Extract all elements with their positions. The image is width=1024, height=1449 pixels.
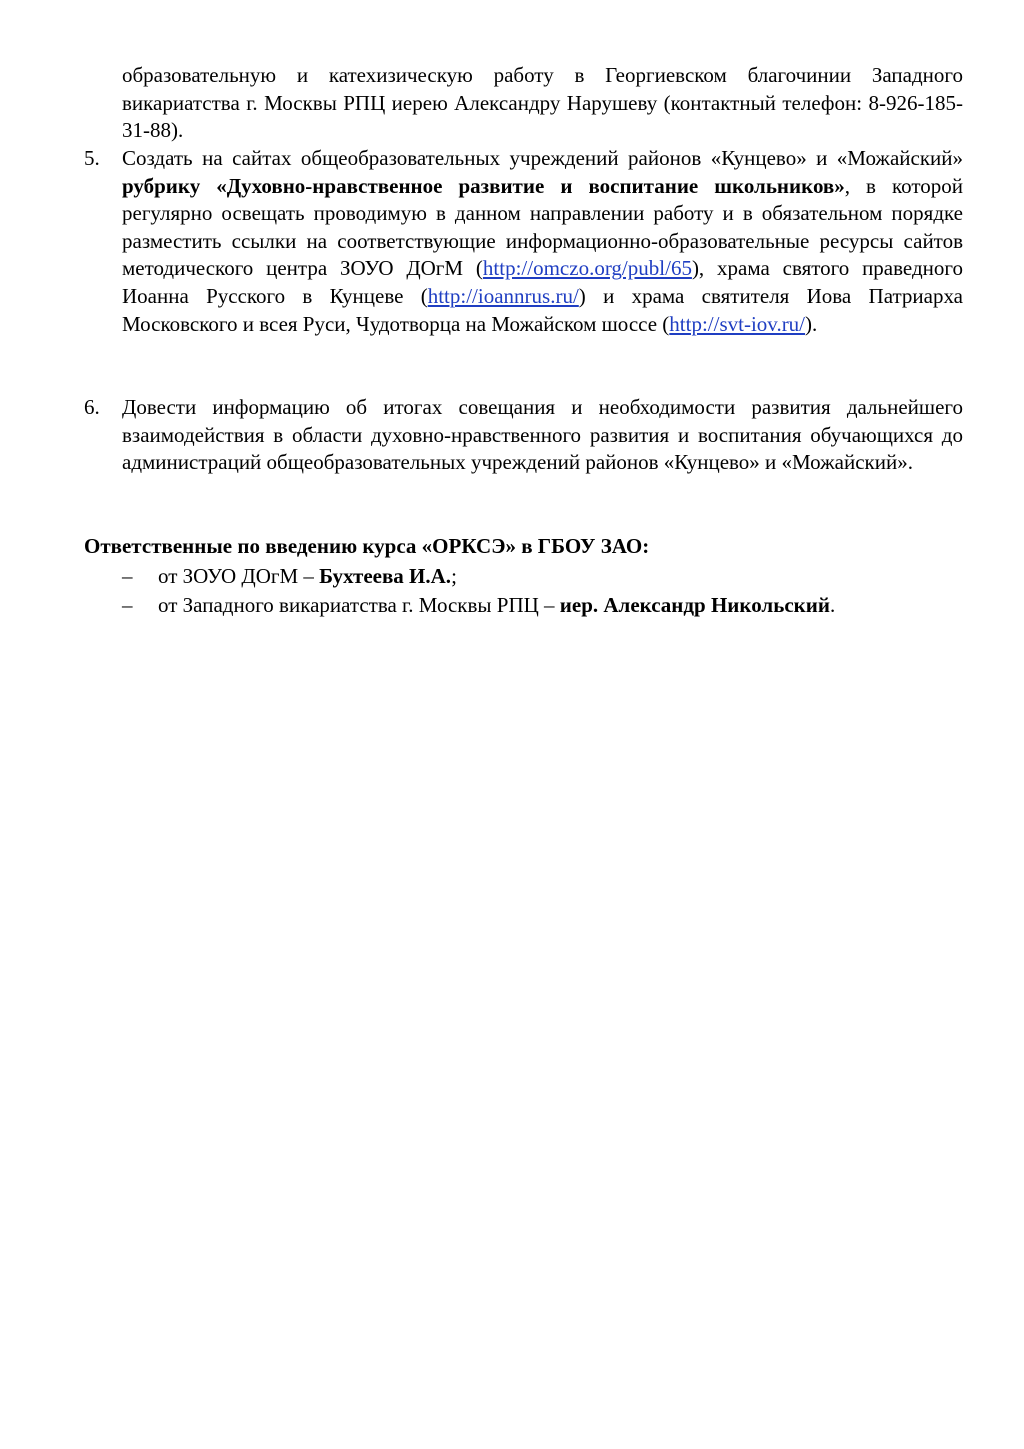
item-text: , в которой регулярно освещать проводимую в данном направлении работу и в обязательном порядке разместить ссылки на соответствующие информационно-образовательные ресурсы сайтов методического центра ЗОУО ДОгМ (: [122, 173, 963, 281]
rubric-title: рубрику «Духовно-нравственное развитие и воспитание школьников»: [122, 173, 845, 198]
item-text: Создать на сайтах общеобразовательных учреждений районов «Кунцево» и «Можайский»: [122, 146, 963, 170]
ioannrus-link[interactable]: http://ioannrus.ru/: [427, 283, 579, 308]
responsible-text: от Западного викариатства г. Москвы РПЦ –: [158, 593, 560, 617]
item-text: ).: [805, 311, 818, 336]
responsible-line: [122, 563, 457, 591]
list-number: 5.: [84, 146, 100, 170]
list-number: 6.: [84, 395, 100, 419]
line-tail: ;: [451, 564, 457, 588]
list-item-body: Довести информацию об итогах совещания и необходимости развития дальнейшего взаимодействия в области духовно-нравственного развития и воспитания обучающихся до администраций общеобразовательных учреждений районов «Кунцево» и «Можайский».: [122, 395, 963, 475]
responsible-person: иер. Александр Никольский: [559, 593, 830, 617]
list-item-6: [84, 394, 963, 477]
dash-bullet: –: [122, 564, 133, 588]
item-text: ) и храма святителя Иова Патриарха Московского и всея Руси, Чудотворца на Можайском шоссе (: [122, 283, 964, 336]
responsible-line: [122, 592, 835, 620]
svt-iov-link[interactable]: http://svt-iov.ru/: [669, 311, 806, 336]
list-item-body: [122, 145, 963, 338]
list-item-5: [84, 145, 963, 338]
item-text: ), храма святого праведного Иоанна Русского в Кунцеве (: [122, 256, 963, 308]
omczo-link[interactable]: http://omczo.org/publ/65: [482, 256, 692, 281]
dash-bullet: –: [122, 593, 133, 617]
continuation-paragraph: образовательную и катехизическую работу в Георгиевском благочинии Западного викариатства г. Москвы РПЦ иерею Александру Нарушеву (контактный телефон: 8-926-185-31-88).: [122, 63, 963, 143]
responsible-person: Бухтеева И.А.: [319, 564, 452, 588]
line-tail: .: [829, 593, 836, 617]
responsible-heading: Ответственные по введению курса «ОРКСЭ» в ГБОУ ЗАО:: [84, 534, 650, 558]
responsible-text: от ЗОУО ДОгМ –: [158, 564, 320, 588]
